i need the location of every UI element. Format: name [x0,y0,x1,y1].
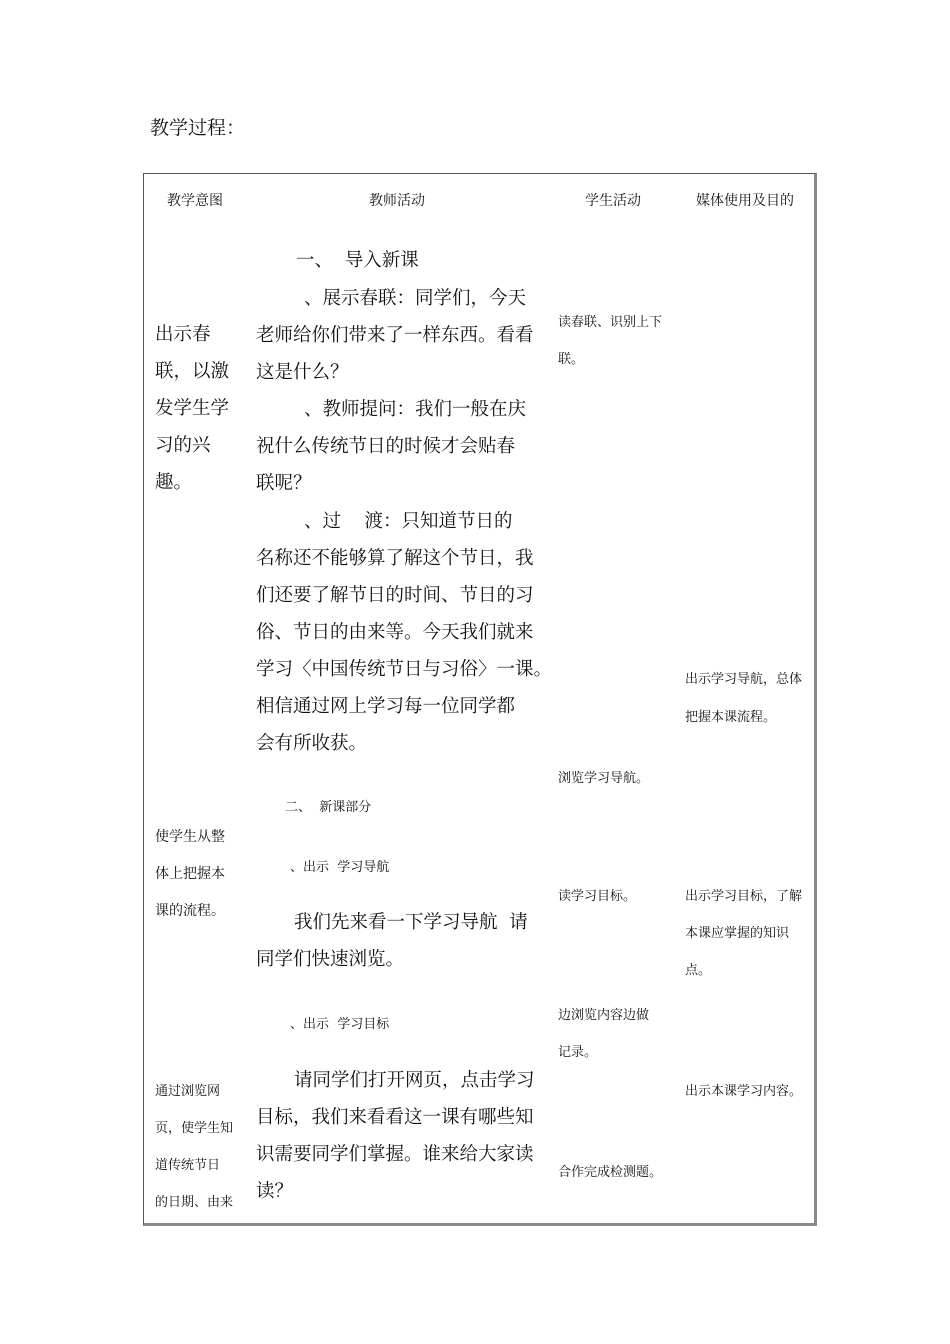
teacher-line: 、过 渡：只知道节日的 [304,511,513,532]
student-line: 读学习目标。 [558,889,637,904]
media-line: 本课应掌握的知识 [685,926,790,941]
teacher-line: 祝什么传统节日的时候才会贴春 [256,436,516,457]
teacher-line: 我们先来看一下学习导航 请 [294,912,528,933]
header-media: 媒体使用及目的 [696,193,794,209]
student-line: 读春联、识别上下 [558,315,663,330]
intent-line: 的日期、由来 [155,1195,234,1210]
teacher-line: 识需要同学们掌握。谁来给大家读 [256,1144,534,1165]
page-title: 教学过程： [150,117,246,139]
student-line: 浏览学习导航。 [558,771,650,786]
teacher-line: 请同学们打开网页，点击学习 [294,1070,535,1091]
teacher-line: 会有所收获。 [256,733,368,754]
student-line: 合作完成检测题。 [558,1165,663,1180]
intent-line: 通过浏览网 [155,1084,221,1099]
student-line: 记录。 [558,1045,598,1060]
media-line: 出示学习导航，总体 [685,672,803,687]
teacher-line: 联呢？ [256,473,312,494]
intent-line: 趣。 [155,472,193,493]
teacher-line: 名称还不能够算了解这个节日，我 [256,548,534,569]
teacher-line: 读？ [256,1181,294,1202]
intent-line: 使学生从整 [155,829,225,845]
teacher-line: 、展示春联：同学们，今天 [304,288,527,309]
teacher-line: 俗、节日的由来等。今天我们就来 [256,622,534,643]
teacher-line: 相信通过网上学习每一位同学都 [256,696,516,717]
section-heading: 二、 新课部分 [285,800,372,815]
header-intent: 教学意图 [167,193,223,209]
student-line: 联。 [558,352,585,367]
teacher-line: 老师给你们带来了一样东西。看看 [256,325,534,346]
media-line: 出示本课学习内容。 [685,1084,803,1099]
subsection-heading: 、出示 学习目标 [290,1017,390,1032]
intent-line: 体上把握本 [155,866,225,882]
subsection-heading: 、出示 学习导航 [290,860,390,875]
media-line: 点。 [685,963,712,978]
intent-line: 发学生学 [155,398,230,419]
intent-line: 道传统节日 [155,1158,221,1173]
intent-line: 页，使学生知 [155,1121,234,1136]
teacher-line: 学习〈中国传统节日与习俗〉一课。 [256,659,553,680]
teacher-line: 目标，我们来看看这一课有哪些知 [256,1107,534,1128]
header-teacher: 教师活动 [369,193,425,209]
student-line: 边浏览内容边做 [558,1008,650,1023]
media-line: 把握本课流程。 [685,710,777,725]
intent-line: 出示春 [155,324,211,345]
teacher-line: 、教师提问：我们一般在庆 [304,399,527,420]
section-heading: 一、 导入新课 [296,250,419,271]
media-line: 出示学习目标，了解 [685,889,803,904]
teacher-line: 这是什么？ [256,362,349,383]
teacher-line: 同学们快速浏览。 [256,949,405,970]
teacher-line: 们还要了解节日的时间、节日的习 [256,585,534,606]
intent-line: 习的兴 [155,435,211,456]
intent-line: 课的流程。 [155,903,225,919]
intent-line: 联，以激 [155,361,230,382]
header-student: 学生活动 [585,193,641,209]
